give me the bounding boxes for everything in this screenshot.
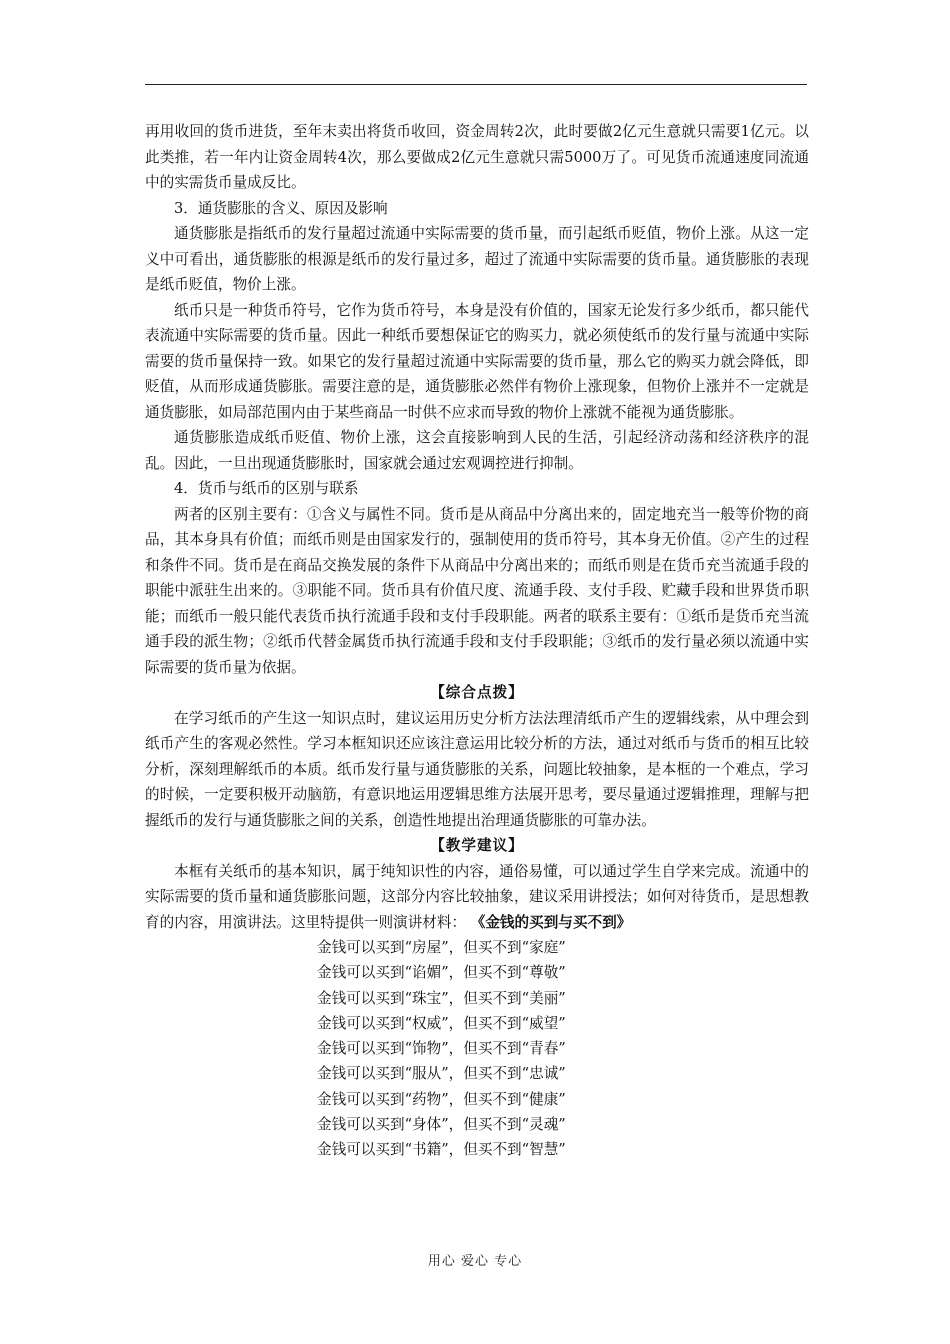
heading-inflation: 3．通货膨胀的含义、原因及影响	[174, 199, 388, 217]
paragraph-inflation-effects: 通货膨胀造成纸币贬值、物价上涨，这会直接影响到人民的生活，引起经济动荡和经济秩序的混乱。因此，一旦出现通货膨胀时，国家就会通过宏观调控进行抑制。	[145, 429, 809, 472]
poem-line: 金钱可以买到“身体”，但买不到“灵魂”	[317, 1116, 566, 1134]
paragraph-inflation-definition: 通货膨胀是指纸币的发行量超过流通中实际需要的货币量，而引起纸币贬值，物价上涨。从这一定义中可看出，通货膨胀的根源是纸币的发行量过多，超过了流通中实际需要的货币量。通货膨胀的表现是纸币贬值，物价上涨。	[145, 225, 809, 293]
poem-line: 金钱可以买到“珠宝”，但买不到“美丽”	[317, 989, 566, 1007]
section-title-summary: 【综合点拨】	[430, 684, 524, 701]
poem-line: 金钱可以买到“药物”，但买不到“健康”	[317, 1090, 566, 1108]
section-title-teaching: 【教学建议】	[430, 837, 524, 854]
poem-line: 金钱可以买到“书籍”，但买不到“智慧”	[317, 1141, 566, 1159]
paragraph-intro: 再用收回的货币进货，至年末卖出将货币收回，资金周转2次，此时要做2亿元生意就只需要1亿元。以此类推，若一年内让资金周转4次，那么要做成2亿元生意就只需5000万了。可见货币流通速度同流通中的实需货币量成反比。	[145, 123, 809, 191]
speech-title: 《金钱的买到与买不到》	[470, 913, 632, 931]
poem-line: 金钱可以买到“服从”，但买不到“忠诚”	[317, 1065, 566, 1083]
poem-line: 金钱可以买到“谄媚”，但买不到“尊敬”	[317, 964, 566, 982]
heading-money-vs-paper: 4．货币与纸币的区别与联系	[174, 480, 359, 497]
document-body	[145, 119, 809, 1163]
poem-line: 金钱可以买到“饰物”，但买不到“青春”	[317, 1040, 566, 1058]
poem-line: 金钱可以买到“权威”，但买不到“威望”	[317, 1014, 566, 1032]
poem-line: 金钱可以买到“房屋”，但买不到“家庭”	[317, 939, 566, 956]
paragraph-summary: 在学习纸币的产生这一知识点时，建议运用历史分析方法法理清纸币产生的逻辑线索，从中理会到纸币产生的客观必然性。学习本框知识还应该注意运用比较分析的方法，通过对纸币与货币的相互比较分析，深刻理解纸币的本质。纸币发行量与通货膨胀的关系，问题比较抽象，是本框的一个难点，学习的时候，一定要积极开动脑筋，有意识地运用逻辑思维方法展开思考，要尽量通过逻辑推理，理解与把握纸币的发行与通货膨胀之间的关系，创造性地提出治理通货膨胀的可靠办法。	[145, 709, 809, 829]
teaching-text: 本框有关纸币的基本知识，属于纯知识性的内容，通俗易懂，可以通过学生自学来完成。流通中的实际需要的货币量和通货膨胀问题，这部分内容比较抽象，建议采用讲授法；如何对待货币，是思想教育的内容，用演讲法。这里特提供一则演讲材料：	[145, 862, 809, 931]
header-rule	[145, 84, 807, 85]
paragraph-teaching	[145, 859, 809, 936]
page-footer: 用心 爱心 专心	[427, 1254, 523, 1269]
paragraph-differences: 两者的区别主要有：①含义与属性不同。货币是从商品中分离出来的，固定地充当一般等价物的商品，其本身具有价值；而纸币则是由国家发行的，强制使用的货币符号，其本身无价值。②产生的过程和条件不同。货币是在商品交换发展的条件下从商品中分离出来的；而纸币则是在货币充当流通手段的职能中派驻生出来的。③职能不同。货币具有价值尺度、流通手段、支付手段、贮藏手段和世界货币职能；而纸币一般只能代表货币执行流通手段和支付手段职能。两者的联系主要有：①纸币是货币充当流通手段的派生物；②纸币代替金属货币执行流通手段和支付手段职能；③纸币的发行量必须以流通中实际需要的货币量为依据。	[145, 505, 809, 676]
paragraph-paper-money-symbol: 纸币只是一种货币符号，它作为货币符号，本身是没有价值的，国家无论发行多少纸币，都只能代表流通中实际需要的货币量。因此一种纸币要想保证它的购买力，就必须使纸币的发行量与流通中实际需要的货币量保持一致。如果它的发行量超过流通中实际需要的货币量，那么它的购买力就会降低，即贬值，从而形成通货膨胀。需要注意的是，通货膨胀必然伴有物价上涨现象，但物价上涨并不一定就是通货膨胀，如局部范围内由于某些商品一时供不应求而导致的物价上涨就不能视为通货膨胀。	[145, 301, 809, 421]
speech-poem	[145, 935, 809, 1163]
